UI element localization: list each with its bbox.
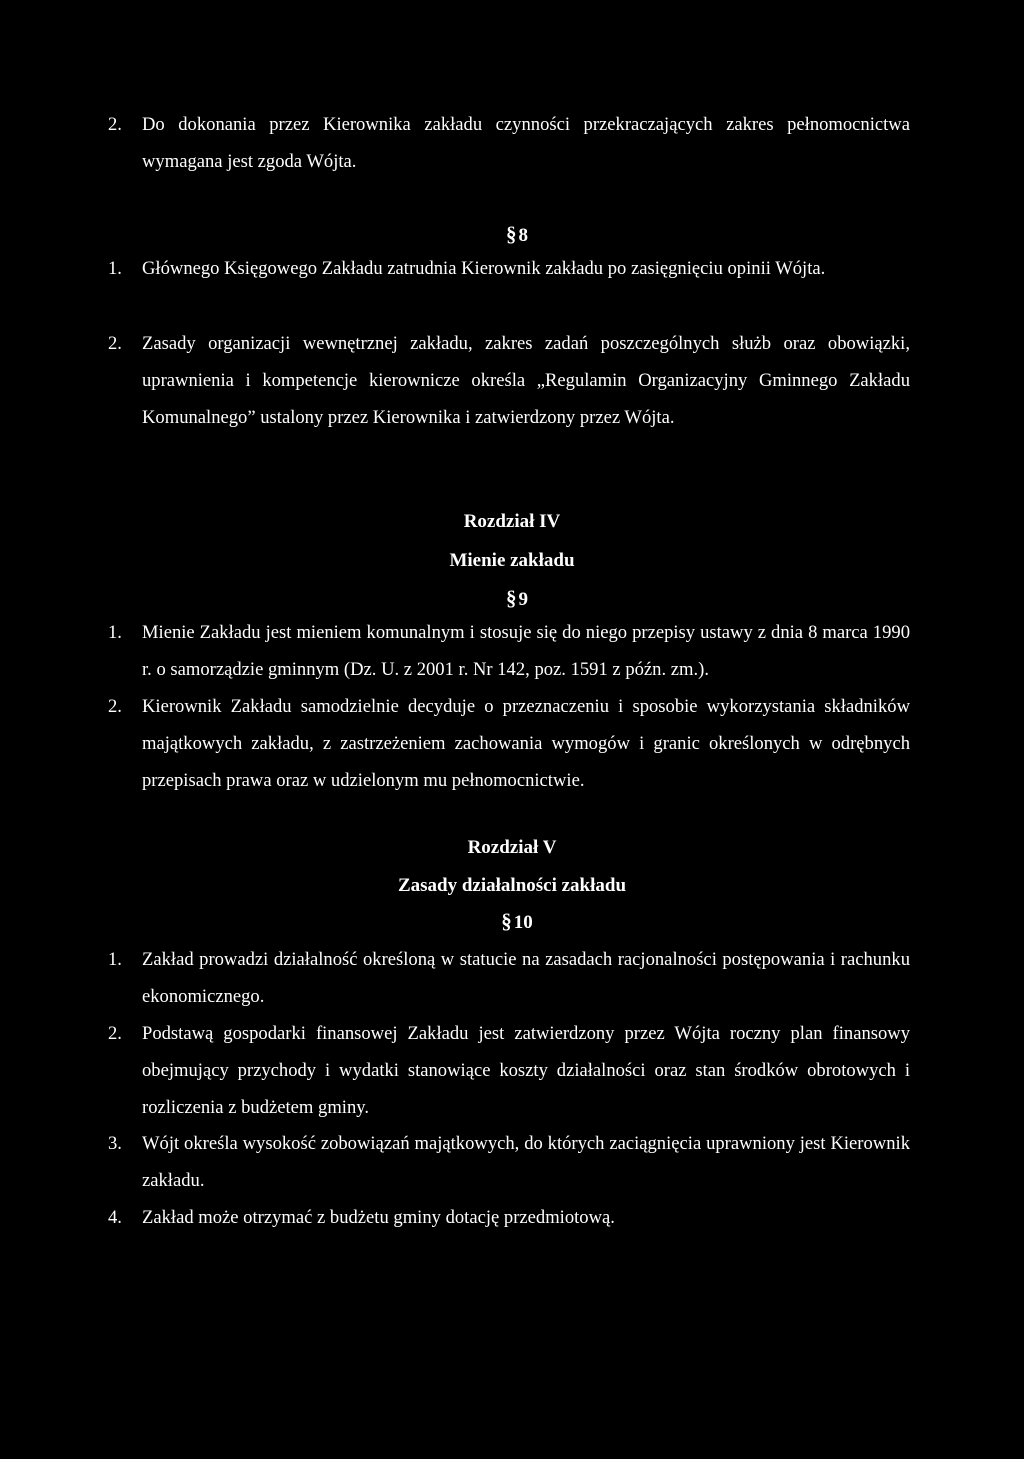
item-number: 1.: [108, 258, 122, 279]
section-symbol: §: [506, 222, 517, 246]
section-symbol: §: [506, 586, 517, 610]
item-text: Głównego Księgowego Zakładu zatrudnia Kierownik zakładu po zasięgnięciu opinii Wójta.: [142, 258, 826, 279]
item-number: 1.: [108, 949, 122, 970]
item-number: 2.: [108, 333, 122, 354]
section-10-item-1: [108, 941, 910, 1015]
section-symbol: §: [501, 909, 512, 933]
section-number: 10: [513, 912, 533, 933]
section-number: 9: [518, 589, 528, 610]
chapter-5-subtitle: Zasady działalności zakładu: [397, 875, 627, 896]
item-text: Kierownik Zakładu samodzielnie decyduje o przeznaczeniu i sposobie wykorzystania składników majątkowych zakładu, z zastrzeżeniem zachowania wymogów i granic określonych w odrębnych przepisach prawa oraz w udzielonym mu pełnomocnictwie.: [142, 696, 910, 791]
section-9-item-1: [108, 614, 910, 688]
section-10-item-4: [108, 1199, 910, 1236]
chapter-4-title: Rozdział IV: [463, 511, 561, 532]
item-number: 4.: [108, 1207, 122, 1228]
section-10-heading: [0, 906, 1024, 938]
section-9-item-2: [108, 688, 910, 799]
chapter-5-title: Rozdział V: [467, 837, 557, 858]
item-text: Do dokonania przez Kierownika zakładu czynności przekraczających zakres pełnomocnictwa wymagana jest zgoda Wójta.: [142, 114, 910, 172]
section-10-item-3: [108, 1125, 910, 1199]
section-7-item-2: [108, 106, 910, 180]
item-number: 2.: [108, 696, 122, 717]
section-8-item-2: [108, 325, 910, 436]
section-10-item-2: [108, 1015, 910, 1126]
item-number: 2.: [108, 1023, 122, 1044]
item-number: 1.: [108, 622, 122, 643]
item-text: Zasady organizacji wewnętrznej zakładu, zakres zadań poszczególnych służb oraz obowiązki, uprawnienia i kompetencje kierownicze określa „Regulamin Organizacyjny Gminnego Zakładu Komunalnego” ustalony przez Kierownika i zatwierdzony przez Wójta.: [142, 333, 910, 428]
item-text: Zakład może otrzymać z budżetu gminy dotację przedmiotową.: [142, 1207, 615, 1228]
item-text: Zakład prowadzi działalność określoną w statucie na zasadach racjonalności postępowania i rachunku ekonomicznego.: [142, 949, 910, 1007]
item-number: 3.: [108, 1133, 122, 1154]
section-8-item-1: [108, 250, 910, 287]
item-text: Mienie Zakładu jest mieniem komunalnym i stosuje się do niego przepisy ustawy z dnia 8 marca 1990 r. o samorządzie gminnym (Dz. U. z 2001 r. Nr 142, poz. 1591 z późn. zm.).: [142, 622, 910, 680]
item-text: Wójt określa wysokość zobowiązań majątkowych, do których zaciągnięcia uprawniony jest Kierownik zakładu.: [142, 1133, 910, 1191]
chapter-4-subtitle: Mienie zakładu: [449, 550, 575, 571]
item-text: Podstawą gospodarki finansowej Zakładu jest zatwierdzony przez Wójta roczny plan finansowy obejmujący przychody i wydatki stanowiące koszty działalności oraz stan środków obrotowych i rozliczenia z budżetem gminy.: [142, 1023, 910, 1118]
section-number: 8: [518, 225, 528, 246]
section-9-heading: [0, 583, 1024, 615]
item-number: 2.: [108, 114, 122, 135]
section-8-heading: [0, 219, 1024, 251]
